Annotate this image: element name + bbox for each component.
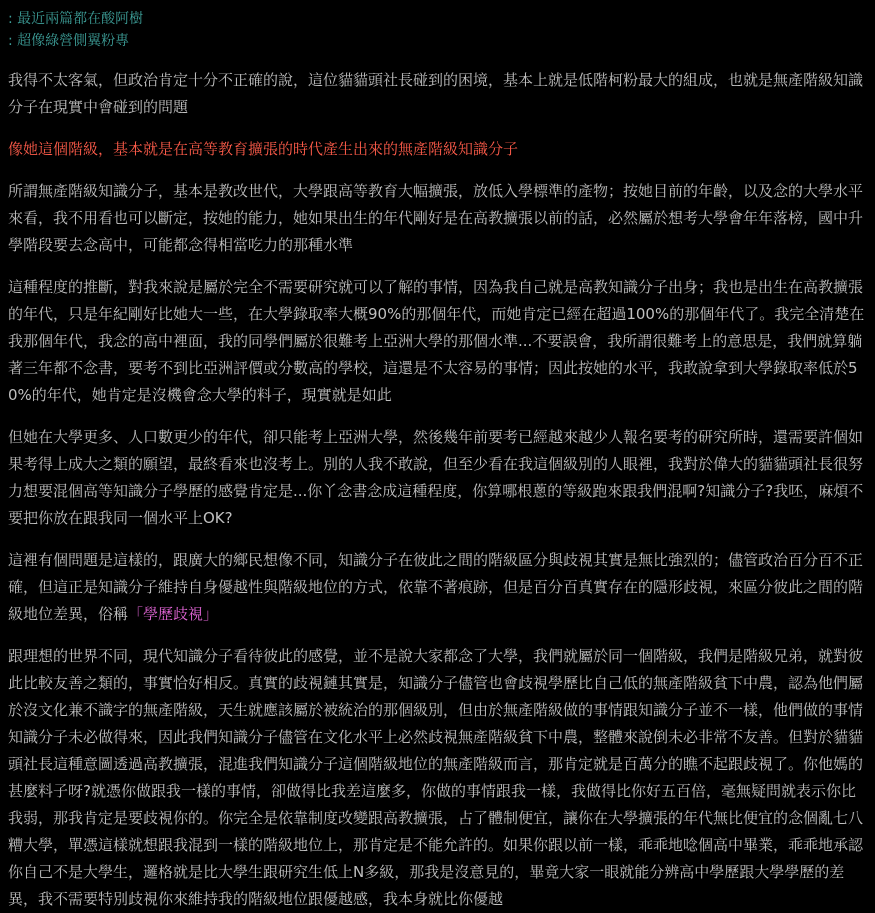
- spacer: [8, 409, 865, 424]
- paragraph-4: 這種程度的推斷，對我來說是屬於完全不需要研究就可以了解的事情，因為我自己就是高教知識分子出身；我也是出生在高教擴張的年代，只是年紀剛好比她大一些，在大學錄取率大概90%的那個年代，而她肯定已經在超過100%的那個年代了。我完全清楚在我那個年代，我念的高中裡面，我的同學們屬於很難考上亞洲大學的那個水準...不要誤會，我所謂很難考上的意思是，我們就算躺著三年都不念書，要考不到比亞洲評價或分數高的學校，這還是不太容易的事情；因此按她的水平，我敢說拿到大學錄取率低於50%的年代，她肯定是沒機會念大學的料子，現實就是如此: [8, 278, 865, 404]
- quote-line-2: : 超像綠營側翼粉專: [8, 33, 130, 49]
- spacer: [8, 52, 865, 67]
- spacer: [8, 532, 865, 547]
- spacer: [8, 628, 865, 643]
- quote-line-1: : 最近兩篇都在酸阿樹: [8, 11, 144, 27]
- paragraph-7: 跟理想的世界不同，現代知識分子看待彼此的感覺，並不是說大家都念了大學，我們就屬於同一個階級，我們是階級兄弟，就對彼此比較友善之類的，事實恰好相反。真實的歧視鏈其實是，知識分子儘管也會歧視學歷比自己低的無產階級貧下中農，認為他們屬於沒文化兼不識字的無產階級，天生就應該屬於被統治的那個級別，但由於無產階級做的事情跟知識分子並不一樣，他們做的事情知識分子未必做得來，因此我們知識分子儘管在文化水平上必然歧視無產階級貧下中農，整體來說倒未必非常不友善。但對於貓貓頭社長這種意圖透過高教擴張，混進我們知識分子這個階級地位的無產階級而言，那肯定就是百萬分的瞧不起跟歧視了。你他媽的甚麼料子呀?就憑你做跟我一樣的事情，卻做得比我差這麼多，你做的事情跟我一樣，我做得比你好五百倍，毫無疑問就表示你比我弱，那我肯定是要歧視你的。你完全是依靠制度改變跟高教擴張，占了體制便宜，讓你在大學擴張的年代無比便宜的念個亂七八糟大學，單憑這樣就想跟我混到一樣的階級地位上，那肯定是不能允許的。如果你跟以前一樣，乖乖地唸個高中畢業，乖乖地承認你自己不是大學生，邏格就是比大學生跟研究生低上N多級，那我是沒意見的，畢竟大家一眼就能分辨高中學歷跟大學學歷的差異，我不需要特別歧視你來維持我的階級地位跟優越感，我本身就比你優越: [8, 647, 864, 908]
- spacer: [8, 163, 865, 178]
- paragraph-3: 所謂無產階級知識分子，基本是教改世代，大學跟高等教育大幅擴張，放低入學標準的產物；按她目前的年齡，以及念的大學水平來看，我不用看也可以斷定，按她的能力，她如果出生的年代剛好是在高教擴張以前的話，必然屬於想考大學會年年落榜，國中升學階段要去念高中，可能都念得相當吃力的那種水準: [8, 182, 864, 254]
- paragraph-5: 但她在大學更多、人口數更少的年代，卻只能考上亞洲大學，然後幾年前要考已經越來越少人報名要考的研究所時，還需要許個如果考得上成大之類的願望，最終看來也沒考上。別的人我不敢說，但至少看在我這個級別的人眼裡，我對於偉大的貓貓頭社長很努力想要混個高等知識分子學歷的感覺肯定是...你丫念書念成這種程度，你算哪根蔥的等級跑來跟我們混啊?知識分子?我呸，麻煩不要把你放在跟我同一個水平上OK?: [8, 428, 864, 527]
- spacer: [8, 121, 865, 136]
- paragraph-1: 我得不太客氣，但政治肯定十分不正確的說，這位貓貓頭社長碰到的困境，基本上就是低階柯粉最大的組成，也就是無產階級知識分子在現實中會碰到的問題: [8, 71, 864, 116]
- spacer: [8, 259, 865, 274]
- paragraph-6: [8, 547, 865, 628]
- paragraph-6-text: 這裡有個問題是這樣的，跟廣大的鄉民想像不同，知識分子在彼此之間的階級區分與歧視其實是無比強烈的；儘管政治百分百不正確，但這正是知識分子維持自身優越性與階級地位的方式，依靠不著痕跡，但是百分百真實存在的隱形歧視，來區分彼此之間的階級地位差異，俗稱: [8, 551, 864, 623]
- highlighted-paragraph: 像她這個階級，基本就是在高等教育擴張的時代產生出來的無產階級知識分子: [8, 140, 519, 158]
- education-discrimination-highlight: 「學歷歧視」: [128, 605, 219, 623]
